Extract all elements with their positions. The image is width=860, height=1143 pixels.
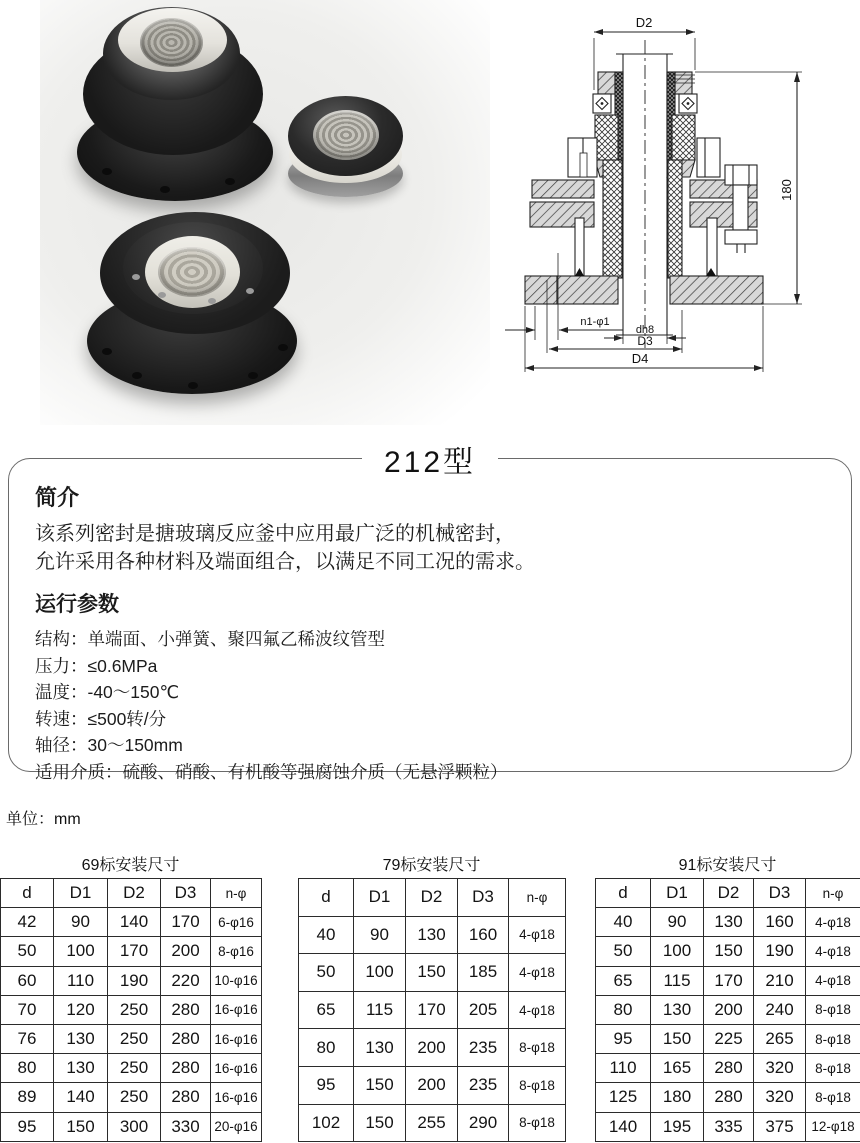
table-title: 79标安装尺寸 (382, 857, 481, 874)
dimension-cell: 280 (704, 1083, 754, 1112)
cross-section-drawing (500, 0, 860, 400)
dimension-cell: 280 (161, 995, 211, 1024)
dimension-cell: 50 (299, 954, 354, 992)
bolt-hole (132, 372, 142, 379)
bolt-head (246, 288, 254, 294)
dimension-cell: 16-φ16 (211, 1083, 262, 1112)
dimension-cell: 70 (1, 995, 54, 1024)
dimension-cell: 150 (704, 937, 754, 966)
bolt-hole (102, 168, 112, 175)
table-69-standard (0, 852, 261, 1142)
photo-layer (140, 18, 203, 67)
dimension-cell: 110 (596, 1054, 651, 1083)
dimension-cell: 16-φ16 (211, 1054, 262, 1083)
bolt-hole (160, 186, 170, 193)
bolt-hole (188, 382, 198, 389)
dimension-cell: 130 (54, 1024, 108, 1053)
intro-line: 允许采用各种材料及端面组合，以满足不同工况的需求。 (35, 551, 535, 573)
dimension-cell: 160 (458, 916, 509, 954)
dim-label-dh8: dh8 (635, 324, 655, 336)
table-row (1, 937, 262, 966)
table-row (1, 1112, 262, 1141)
table-row (596, 966, 860, 995)
table-row (299, 916, 566, 954)
dimension-cell: 190 (108, 966, 161, 995)
dimension-cell: 150 (54, 1112, 108, 1141)
dimension-cell: 100 (651, 937, 704, 966)
table-title: 91标安装尺寸 (678, 857, 777, 874)
params-heading: 运行参数 (35, 593, 119, 616)
dimension-cell: 6-φ16 (211, 908, 262, 937)
dimension-cell: 195 (651, 1112, 704, 1141)
column-header: D3 (754, 879, 806, 908)
dimension-cell: 40 (299, 916, 354, 954)
dimension-cell: 4-φ18 (509, 954, 566, 992)
dimension-table (298, 878, 566, 1142)
column-header: D3 (458, 879, 509, 917)
dimension-cell: 280 (704, 1054, 754, 1083)
dimension-cell: 170 (704, 966, 754, 995)
column-header: D1 (651, 879, 704, 908)
dimension-cell: 130 (704, 908, 754, 937)
column-header: D2 (108, 879, 161, 908)
dimension-cell: 50 (596, 937, 651, 966)
dimension-cell: 95 (1, 1112, 54, 1141)
dimension-cell: 8-φ18 (509, 1066, 566, 1104)
dimension-cell: 50 (1, 937, 54, 966)
column-header: D2 (704, 879, 754, 908)
dimension-cell: 200 (406, 1066, 458, 1104)
intro-box (8, 446, 852, 782)
dimension-cell: 150 (406, 954, 458, 992)
dimension-cell: 165 (651, 1054, 704, 1083)
dimension-cell: 200 (161, 937, 211, 966)
column-header: D2 (406, 879, 458, 917)
table-91-standard (595, 852, 860, 1142)
dimension-cell: 280 (161, 1024, 211, 1053)
dimension-cell: 8-φ18 (806, 1083, 860, 1112)
dimension-cell: 10-φ16 (211, 966, 262, 995)
dimension-cell: 65 (596, 966, 651, 995)
dimension-cell: 200 (406, 1029, 458, 1067)
dimension-cell: 200 (704, 995, 754, 1024)
dimension-cell: 90 (354, 916, 406, 954)
dimension-cell: 8-φ18 (509, 1104, 566, 1142)
param-speed: 转速：≤500转/分 (35, 708, 167, 729)
dimension-cell: 140 (54, 1083, 108, 1112)
dimension-cell: 89 (1, 1083, 54, 1112)
dimension-cell: 130 (54, 1054, 108, 1083)
param-media: 适用介质：硫酸、硝酸、有机酸等强腐蚀介质（无悬浮颗粒） (35, 761, 508, 782)
bolt-head (158, 292, 166, 298)
column-header: D3 (161, 879, 211, 908)
dimension-cell: 335 (704, 1112, 754, 1141)
column-header: n-φ (509, 879, 566, 917)
bolt-hole (102, 348, 112, 355)
header-row (299, 879, 566, 917)
dimension-cell: 210 (754, 966, 806, 995)
dimension-cell: 16-φ16 (211, 995, 262, 1024)
model-title (9, 437, 851, 481)
dimension-cell: 280 (161, 1054, 211, 1083)
param-structure: 结构：单端面、小弹簧、聚四氟乙稀波纹管型 (35, 629, 385, 649)
table-row (596, 937, 860, 966)
unit-label: 单位：mm (6, 811, 81, 828)
table-row (299, 991, 566, 1029)
dimension-cell: 8-φ18 (806, 1054, 860, 1083)
dimension-cell: 8-φ18 (806, 1024, 860, 1053)
column-header: D1 (354, 879, 406, 917)
dimension-cell: 130 (354, 1029, 406, 1067)
dimension-cell: 95 (596, 1024, 651, 1053)
dimension-cell: 220 (161, 966, 211, 995)
table-row (1, 1054, 262, 1083)
dim-label-d2: D2 (635, 15, 653, 30)
dim-label-d3: D3 (637, 334, 653, 348)
dimension-cell: 60 (1, 966, 54, 995)
dimension-cell: 180 (651, 1083, 704, 1112)
dimension-cell: 42 (1, 908, 54, 937)
dimension-cell: 150 (354, 1104, 406, 1142)
bolt-hole (248, 372, 258, 379)
dimension-cell: 16-φ16 (211, 1024, 262, 1053)
dimension-cell: 250 (108, 1054, 161, 1083)
dimension-cell: 290 (458, 1104, 509, 1142)
dimension-cell: 4-φ18 (806, 937, 860, 966)
dimension-cell: 130 (651, 995, 704, 1024)
bolt-hole (225, 178, 235, 185)
dimension-cell: 130 (406, 916, 458, 954)
dimension-cell: 150 (354, 1066, 406, 1104)
bolt-head (208, 298, 216, 304)
column-header: d (299, 879, 354, 917)
table-title: 69标安装尺寸 (81, 857, 180, 874)
dimension-cell: 185 (458, 954, 509, 992)
dim-label-180: 180 (779, 179, 794, 201)
dimension-cell: 250 (108, 995, 161, 1024)
dimension-cell: 250 (108, 1083, 161, 1112)
table-row (299, 1066, 566, 1104)
dimension-cell: 255 (406, 1104, 458, 1142)
dimension-cell: 150 (651, 1024, 704, 1053)
column-header: d (596, 879, 651, 908)
dimension-cell: 80 (299, 1029, 354, 1067)
dimension-table (0, 878, 262, 1142)
dimension-cell: 12-φ18 (806, 1112, 860, 1141)
dimension-cell: 90 (54, 908, 108, 937)
dim-label-d4: D4 (631, 351, 649, 366)
dimension-cell: 8-φ18 (806, 995, 860, 1024)
dimension-cell: 235 (458, 1066, 509, 1104)
dimension-cell: 65 (299, 991, 354, 1029)
dimension-cell: 140 (596, 1112, 651, 1141)
dimension-cell: 4-φ18 (509, 916, 566, 954)
dimension-cell: 235 (458, 1029, 509, 1067)
table-79-standard (298, 852, 565, 1142)
dimension-cell: 160 (754, 908, 806, 937)
dimension-cell: 140 (108, 908, 161, 937)
header-row (596, 879, 860, 908)
product-photos (40, 0, 490, 425)
photo-layer (313, 110, 379, 160)
dimension-cell: 330 (161, 1112, 211, 1141)
dimension-cell: 40 (596, 908, 651, 937)
column-header: d (1, 879, 54, 908)
table-row (596, 1024, 860, 1053)
table-row (299, 954, 566, 992)
table-row (1, 1083, 262, 1112)
dimension-cell: 100 (54, 937, 108, 966)
intro-line: 该系列密封是搪玻璃反应釜中应用最广泛的机械密封， (35, 523, 515, 545)
table-row (1, 995, 262, 1024)
dimension-cell: 4-φ18 (806, 908, 860, 937)
dimension-cell: 320 (754, 1083, 806, 1112)
dimension-cell: 20-φ16 (211, 1112, 262, 1141)
table-row (299, 1104, 566, 1142)
dimension-cell: 320 (754, 1054, 806, 1083)
dimension-cell: 4-φ18 (509, 991, 566, 1029)
column-header: n-φ (806, 879, 860, 908)
table-row (299, 1029, 566, 1067)
table-row (1, 966, 262, 995)
dimension-cell: 280 (161, 1083, 211, 1112)
table-row (596, 1083, 860, 1112)
param-temperature: 温度：-40～150℃ (35, 682, 180, 702)
bolt-head (132, 274, 140, 280)
intro-heading: 简介 (35, 485, 80, 510)
dimension-cell: 225 (704, 1024, 754, 1053)
table-row (596, 1054, 860, 1083)
dimension-cell: 190 (754, 937, 806, 966)
dimension-cell: 170 (161, 908, 211, 937)
dimension-cell: 95 (299, 1066, 354, 1104)
table-row (596, 1112, 860, 1141)
table-row (596, 908, 860, 937)
dimension-cell: 76 (1, 1024, 54, 1053)
dimension-cell: 102 (299, 1104, 354, 1142)
dimension-cell: 8-φ16 (211, 937, 262, 966)
model-title-text: 212型 (362, 437, 498, 481)
dimension-cell: 90 (651, 908, 704, 937)
dim-label-n1: n1-φ1 (580, 316, 610, 328)
table-row (596, 995, 860, 1024)
dimension-cell: 80 (596, 995, 651, 1024)
dimension-cell: 100 (354, 954, 406, 992)
dimension-cell: 375 (754, 1112, 806, 1141)
table-row (1, 1024, 262, 1053)
dimension-cell: 115 (651, 966, 704, 995)
param-shaft-diameter: 轴径：30～150mm (35, 735, 183, 755)
column-header: n-φ (211, 879, 262, 908)
photo-layer (158, 247, 226, 297)
dimension-table (595, 878, 860, 1142)
dimension-cell: 240 (754, 995, 806, 1024)
dimension-cell: 265 (754, 1024, 806, 1053)
column-header: D1 (54, 879, 108, 908)
dimension-cell: 8-φ18 (509, 1029, 566, 1067)
dimension-cell: 120 (54, 995, 108, 1024)
dimension-cell: 110 (54, 966, 108, 995)
dimension-cell: 4-φ18 (806, 966, 860, 995)
header-row (1, 879, 262, 908)
dimension-cell: 170 (108, 937, 161, 966)
dimension-cell: 170 (406, 991, 458, 1029)
dimension-cell: 205 (458, 991, 509, 1029)
param-pressure: 压力：≤0.6MPa (35, 655, 158, 676)
bolt-hole (278, 344, 288, 351)
dimension-cell: 115 (354, 991, 406, 1029)
dimension-cell: 300 (108, 1112, 161, 1141)
dimension-cell: 250 (108, 1024, 161, 1053)
table-row (1, 908, 262, 937)
dimension-cell: 80 (1, 1054, 54, 1083)
dimension-cell: 125 (596, 1083, 651, 1112)
